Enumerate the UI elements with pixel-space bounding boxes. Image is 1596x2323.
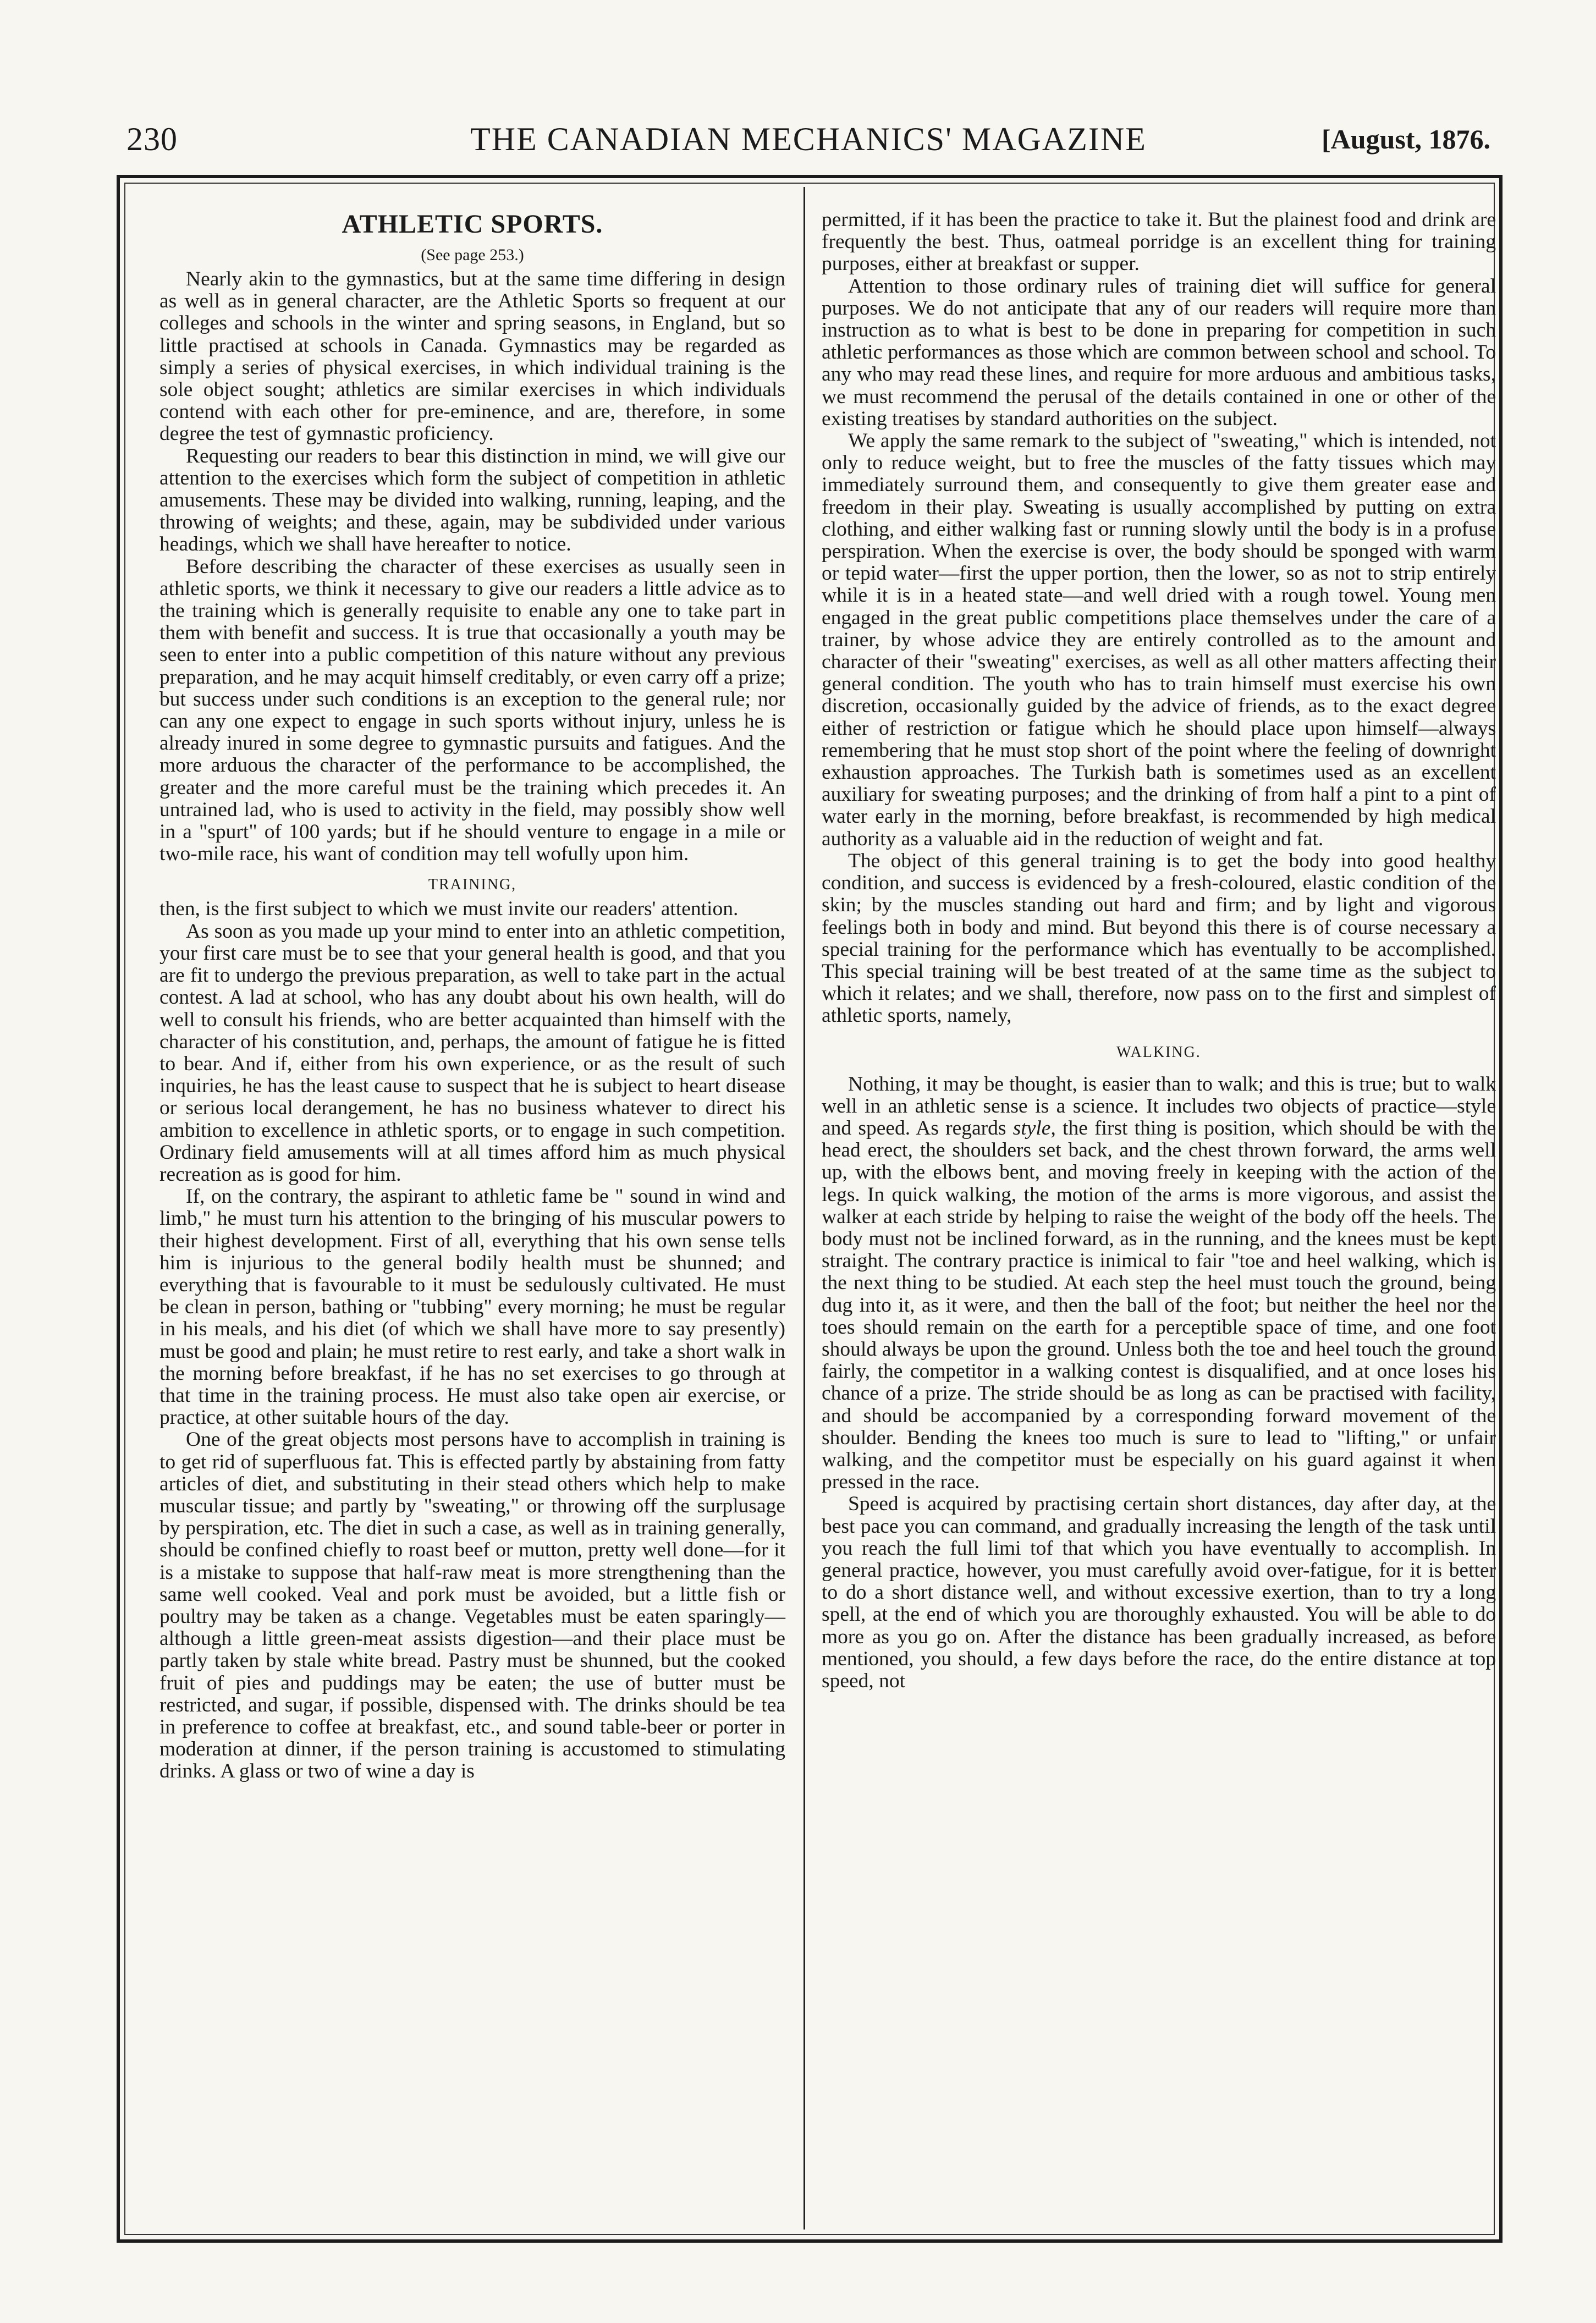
training-heading: TRAINING, <box>428 876 517 894</box>
page-header <box>126 120 1490 158</box>
right-column <box>822 209 1496 1692</box>
training-paragraph-4: One of the great objects most persons have to accomplish in training is to get rid of superfluous fat. This is effected partly by abstaining from fatty articles of diet, and substituting in their stead others which help to make muscular tissue; and partly by "sweating," or throwing off the surplusage by perspiration, etc. The diet in such a case, as well as in training generally, should be confined chiefly to roast beef or mutton, pretty well done—for it is a mistake to suppose that half-raw meat is more strengthening than the same well cooked. Veal and pork must be avoided, but a little fish or poultry may be taken as a change. Vegetables must be eaten sparingly—although a little green-meat assists digestion—and their place must be partly taken by stale white bread. Pastry must be shunned, but the cooked fruit of pies and puddings may be eaten; the use of butter must be restricted, and sugar, if possible, dispensed with. The drinks should be tea in preference to coffee at breakfast, etc., and sound table-beer or porter in moderation at dinner, if the person training is accustomed to stimulating drinks. A glass or two of wine a day is <box>159 1428 785 1783</box>
walking-p1-start: Nothing, it may be thought, is easier than to walk; and this is true; but to walk well in an athletic sense is a science. It includes two objects of practice—style and speed. As regards <box>822 1072 1496 1140</box>
intro-paragraph-1: Nearly akin to the gymnastics, but at the same time differing in design as well as in general character, are the Athletic Sports so frequent at our colleges and schools in the winter and spring seasons, in England, but so little practised at schools in Canada. Gymnastics may be regarded as simply a series of physical exercises, in which individual training is the sole object sought; athletics are similar exercises in which individuals contend with each other for pre-eminence, and are, therefore, in some degree the test of gymnastic proficiency. <box>159 268 785 445</box>
walking-p1-style: style <box>1012 1116 1051 1140</box>
page-number: 230 <box>126 121 178 157</box>
training-paragraph-1: then, is the first subject to which we must invite our readers' attention. <box>159 898 739 921</box>
issue-date: [August, 1876. <box>1322 124 1490 155</box>
column-divider <box>803 187 805 2230</box>
walking-heading: WALKING. <box>1116 1043 1201 1061</box>
walking-p1-end: , the first thing is position, which should be with the head erect, the shoulders set back, and the chest thrown forward, the arms well up, with the elbows bent, and moving freely in keeping with the action of the legs. In quick walking, the motion of the arms is more vigorous, and assist the walker at each stride by helping to raise the weight of the body off the heels. The body must not be inclined forward, as in the running, and the knees must be kept straight. The contrary practice is inimical to fair "toe and heel walking, which is the next thing to be studied. At each step the heel must touch the ground, being dug into it, as it were, and then the ball of the foot; but neither the heel nor the toes should remain on the earth for a perceptible space of time, and one foot should always be upon the ground. Unless both the toe and heel touch the ground fairly, the competitor in a walking contest is disqualified, and at once loses his chance of a prize. The stride should be as long as can be practised with facility, and should be accompanied by a corresponding forward movement of the shoulder. Bending the knees too much is sure to lead to "lifting," or unfair walking, and the competitor must be especially on his guard against it when pressed in the race. <box>822 1116 1496 1494</box>
right-paragraph-2: Attention to those ordinary rules of training diet will suffice for general purposes. We do not anticipate that any of our readers will require more than instruction as to what is best to be done in preparing for competition in such athletic performances as those which are common between school and school. To any who may read these lines, and require for more arduous and ambitious tasks, we must recommend the perusal of the details contained in one or other of the existing treatises by standard authorities on the subject. <box>822 274 1496 430</box>
intro-paragraph-2: Requesting our readers to bear this distinction in mind, we will give our attention to the exercises which form the subject of competition in athletic amusements. These may be divided into walking, running, leaping, and the throwing of weights; and these, again, may be subdivided under various headings, which we shall have hereafter to notice. <box>159 444 785 556</box>
magazine-title: THE CANADIAN MECHANICS' MAGAZINE <box>470 121 1147 157</box>
training-paragraph-3: If, on the contrary, the aspirant to athletic fame be " sound in wind and limb," he must turn his attention to the bringing of his muscular powers to their highest development. First of all, everything that his own sense tells him is injurious to the general bodily health must be shunned; and everything that is favourable to it must be sedulously cultivated. He must be clean in person, bathing or "tubbing" every morning; he must be regular in his meals, and his diet (of which we shall have more to say presently) must be good and plain; he must retire to rest early, and take a short walk in the morning before breakfast, if he has no set exercises to go through at that time in the training process. He must also take open air exercise, or practice, at other suitable hours of the day. <box>159 1185 785 1429</box>
right-paragraph-4: The object of this general training is to get the body into good healthy condition, and success is evidenced by a fresh-coloured, elastic condition of the skin; by the muscles standing out hard and firm; and by light and vigorous feelings both in body and mind. But beyond this there is of course necessary a special training for the performance which has eventually to be accomplished. This special training will be best treated of at the same time as the subject to which it relates; and we shall, therefore, now pass on to the first and simplest of athletic sports, namely, <box>822 849 1496 1027</box>
see-page-note: (See page 253.) <box>421 246 524 264</box>
article-title: ATHLETIC SPORTS. <box>342 210 603 239</box>
left-column <box>159 209 785 1783</box>
training-paragraph-2: As soon as you made up your mind to enter into an athletic competition, your first care must be to see that your general health is good, and that you are fit to undergo the previous preparation, as well to take part in the actual contest. A lad at school, who has any doubt about his own health, will do well to consult his friends, who are better acquainted than himself with the character of his constitution, and, perhaps, the amount of fatigue he is fitted to bear. And if, either from his own experience, or as the result of such inquiries, he has the least cause to suspect that he is subject to heart disease or serious local derangement, he has no business whatever to direct his ambition to excellence in athletic sports, or to engage in such competition. Ordinary field amusements will at all times afford him as much physical recreation as is good for him. <box>159 920 785 1186</box>
walking-paragraph-1 <box>822 1074 1496 1494</box>
right-paragraph-1: permitted, if it has been the practice to take it. But the plainest food and drink are frequently the best. Thus, oatmeal porridge is an excellent thing for training purposes, either at breakfast or supper. <box>822 208 1496 276</box>
walking-paragraph-2: Speed is acquired by practising certain short distances, day after day, at the best pace you can command, and gradually increasing the length of the task until you reach the full limi tof that which you have eventually to accomplish. In general practice, however, you must carefully avoid over-fatigue, for it is better to do a short distance well, and without excessive exertion, than to try a long spell, at the end of which you are thoroughly exhausted. You will be able to do more as you go on. After the distance has been gradually increased, as before mentioned, you should, a few days before the race, do the entire distance at top speed, not <box>822 1493 1496 1692</box>
right-paragraph-3: We apply the same remark to the subject of "sweating," which is intended, not only to reduce weight, but to free the muscles of the fatty tissues which may immediately surround them, and consequently to give them greater ease and freedom in their play. Sweating is usually accomplished by putting on extra clothing, and either walking fast or running slowly until the body is in a profuse perspiration. When the exercise is over, the body should be sponged with warm or tepid water—first the upper portion, then the lower, so as not to strip entirely while it is in a heated state—and well dried with a rough towel. Young men engaged in the great public competitions place themselves under the care of a trainer, by whose advice they are entirely controlled as to the amount and character of their "sweating" exercises, as well as all other matters affecting their general condition. The youth who has to train himself must exercise his own discretion, occasionally guided by the advice of friends, as to the exact degree either of restriction or fatigue which he should place upon himself—always remembering that he must stop short of the point where the feeling of downright exhaustion approaches. The Turkish bath is sometimes used as an excellent auxiliary for sweating purposes; and the drinking of from half a pint to a pint of water early in the morning, before breakfast, is recommended by high medical authority as a valuable aid in the reduction of weight and fat. <box>822 430 1496 850</box>
intro-paragraph-3: Before describing the character of these exercises as usually seen in athletic sports, we think it necessary to give our readers a little advice as to the training which is generally requisite to enable any one to take part in them with benefit and success. It is true that occasionally a youth may be seen to enter into a public competition of this nature without any previous preparation, and he may acquit himself creditably, or even carry off a prize; but success under such conditions is an exception to the general rule; nor can any one expect to engage in such sports without injury, unless he is already inured in some degree to gymnastic pursuits and fatigues. And the more arduous the character of the performance to be accomplished, the greater and the more careful must be the training which precedes it. An untrained lad, who is used to activity in the field, may possibly show well in a "spurt" of 100 yards; but if he should venture to engage in a mile or two-mile race, his want of condition may tell wofully upon him. <box>159 555 785 866</box>
